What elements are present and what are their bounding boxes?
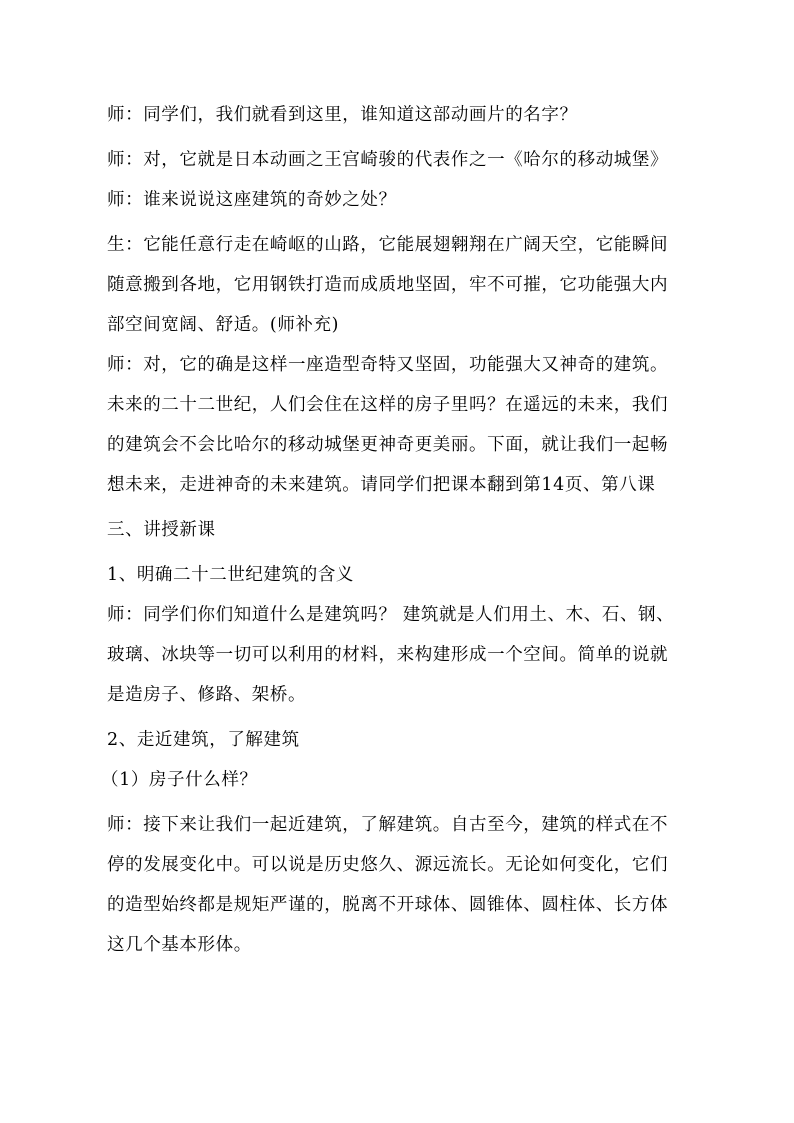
text-line-10: 想未来，走进神奇的未来建筑。请同学们把课本翻到第14页、第八课 <box>107 475 656 495</box>
text-line-15: 是造房子、修路、架桥。 <box>107 685 307 705</box>
subheading-2: 2、走近建筑，了解建筑 <box>107 730 300 750</box>
subheading-3: （1）房子什么样？ <box>101 770 258 790</box>
subheading-1: 1、明确二十二世纪建筑的含义 <box>107 565 355 585</box>
text-line-3: 师：谁来说说这座建筑的奇妙之处？ <box>107 190 397 210</box>
text-line-7: 师：对，它的确是这样一座造型奇特又坚固，功能强大又神奇的建筑。 <box>107 355 669 375</box>
text-line-4: 生：它能任意行走在崎岖的山路，它能展翅翱翔在广阔天空，它能瞬间 <box>107 235 669 255</box>
text-line-2: 师：对，它就是日本动画之王宫崎骏的代表作之一《哈尔的移动城堡》 <box>107 150 669 170</box>
text-line-19: 停的发展变化中。可以说是历史悠久、源远流长。无论如何变化，它们 <box>107 855 669 875</box>
text-line-18: 师：接下来让我们一起近建筑，了解建筑。自古至今，建筑的样式在不 <box>107 815 669 835</box>
text-line-8: 未来的二十二世纪，人们会住在这样的房子里吗？在遥远的未来，我们 <box>107 395 669 415</box>
text-line-6: 部空间宽阔、舒适。(师补充) <box>107 315 340 335</box>
text-line-1: 师：同学们，我们就看到这里，谁知道这部动画片的名字？ <box>107 105 578 125</box>
text-line-13: 师：同学们你们知道什么是建筑吗？ 建筑就是人们用土、木、石、钢、 <box>107 605 675 625</box>
text-line-21: 这几个基本形体。 <box>107 935 252 955</box>
text-line-14: 玻璃、冰块等一切可以利用的材料，来构建形成一个空间。简单的说就 <box>107 645 669 665</box>
text-line-9: 的建筑会不会比哈尔的移动城堡更神奇更美丽。下面，就让我们一起畅 <box>107 435 669 455</box>
section-heading: 三、讲授新课 <box>107 520 216 540</box>
text-line-5: 随意搬到各地，它用钢铁打造而成质地坚固，牢不可摧，它功能强大内 <box>107 275 669 295</box>
text-line-20: 的造型始终都是规矩严谨的，脱离不开球体、圆锥体、圆柱体、长方体 <box>107 895 669 915</box>
